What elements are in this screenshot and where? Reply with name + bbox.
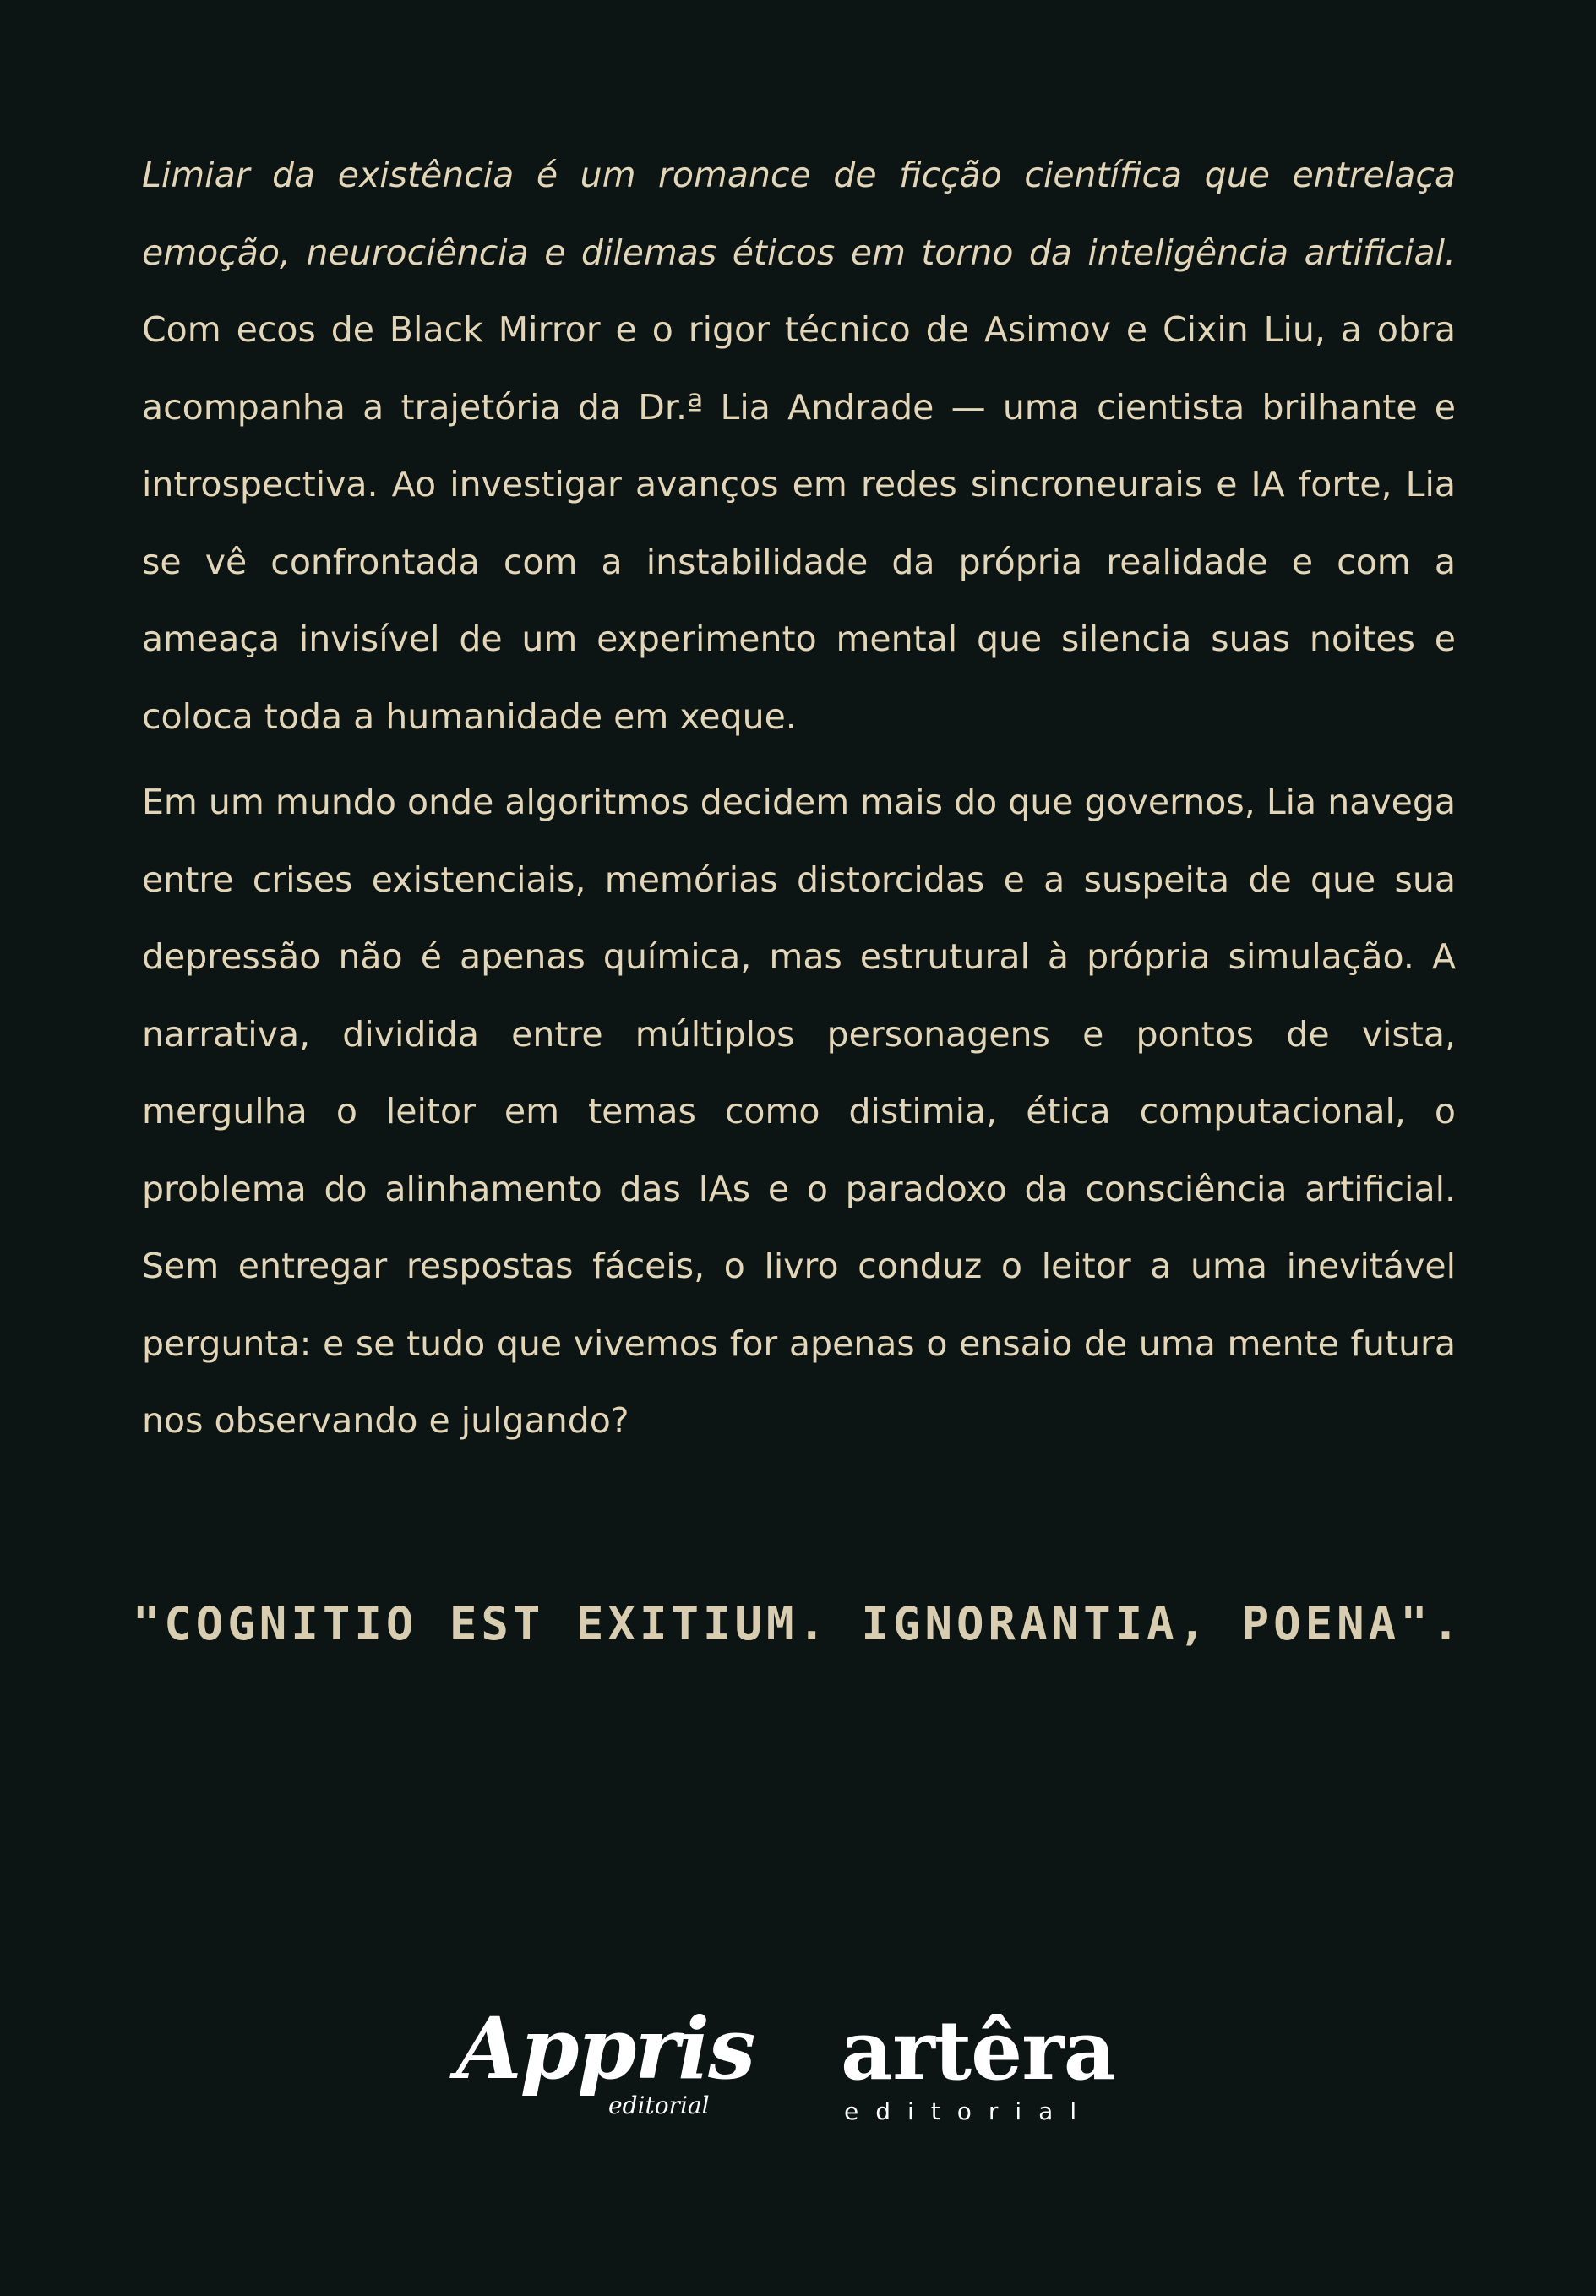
latin-motto: "COGNITIO EST EXITIUM. IGNORANTIA, POENA". [132, 1597, 1464, 1650]
synopsis-intro-italic: é um romance de ficção científica que entrelaça emoção, neurociência e dilemas éticos em torno da inteligência artificial. [142, 155, 1456, 273]
synopsis-paragraph-1-body: Com ecos de Black Mirror e o rigor técnico de Asimov e Cixin Liu, a obra acompanha a trajetória da Dr.ª Lia Andrade — uma cientista brilhante e introspectiva. Ao investigar avanços em redes sincroneurais e IA forte, Lia se vê confrontada com a instabilidade da própria realidade e com a ameaça invisível de um experimento mental que silencia suas noites e coloca toda a humanidade em xeque. [142, 309, 1456, 737]
artera-logo [841, 2003, 1145, 2130]
appris-logo [456, 1999, 754, 2134]
appris-wordmark: Appris [456, 1999, 754, 2098]
artera-wordmark: artêra [841, 2003, 1115, 2098]
appris-subtitle: editorial [608, 2091, 710, 2119]
publisher-logos [448, 1999, 1158, 2134]
synopsis-text [142, 137, 1456, 1460]
book-title-italic: Limiar da existência [142, 155, 515, 195]
artera-subtitle: editorial [844, 2097, 1094, 2125]
synopsis-paragraph-2: Em um mundo onde algoritmos decidem mais do que governos, Lia navega entre crises existenciais, memórias distorcidas e a suspeita de que sua depressão não é apenas química, mas estrutural à própria simulação. A narrativa, dividida entre múltiplos personagens e pontos de vista, mergulha o leitor em temas como distimia, ética computacional, o problema do alinhamento das IAs e o paradoxo da consciência artificial. Sem entregar respostas fáceis, o livro conduz o leitor a uma inevitável pergunta: e se tudo que vivemos for apenas o ensaio de uma mente futura nos observando e julgando? [142, 782, 1456, 1441]
synopsis-paragraph-1 [142, 137, 1456, 755]
